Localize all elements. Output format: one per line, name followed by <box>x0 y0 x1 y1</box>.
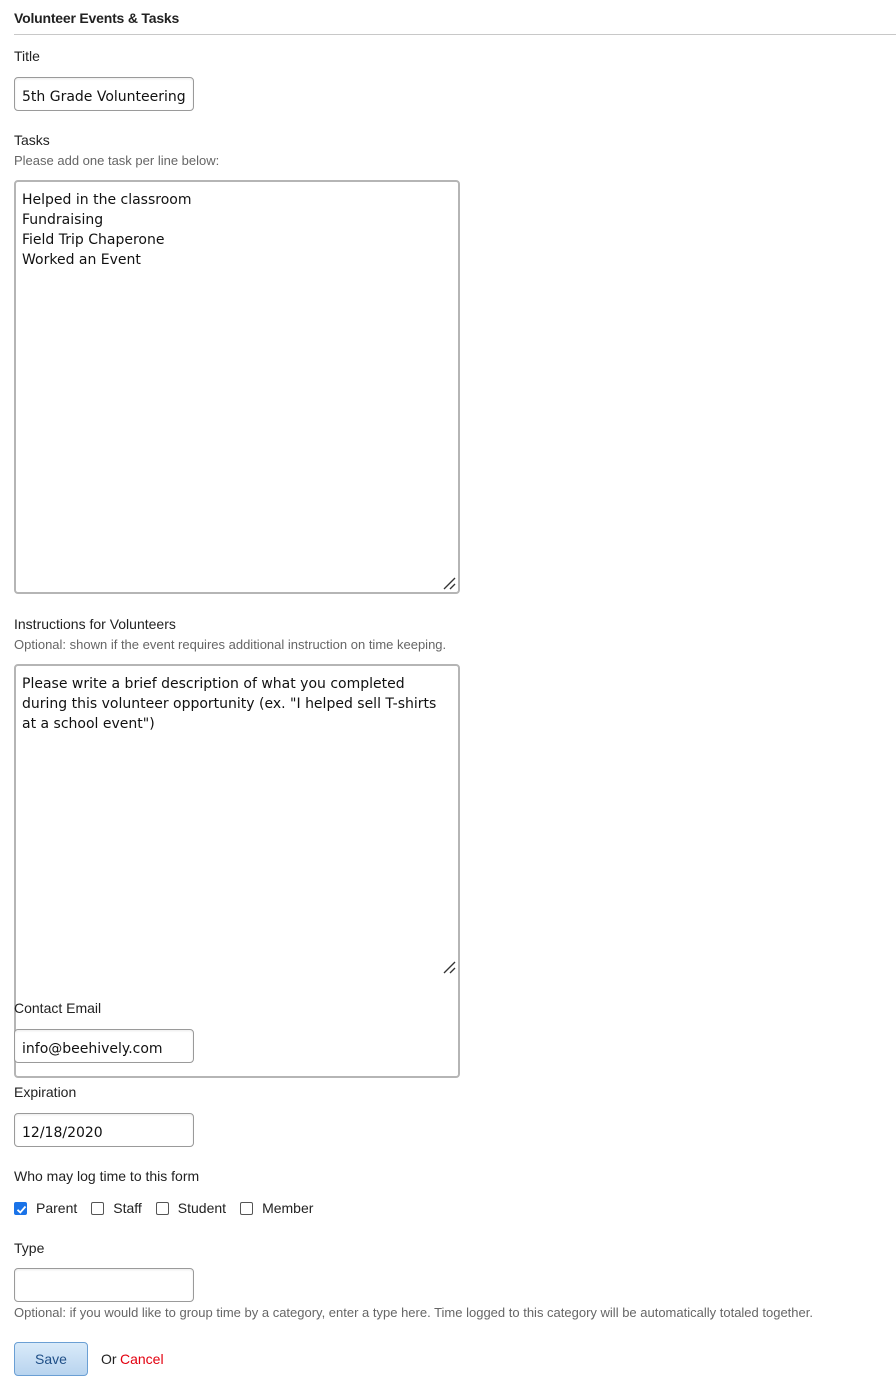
title-label: Title <box>14 48 40 64</box>
contact-email-input[interactable] <box>14 1029 194 1063</box>
who-may-log-checkboxes <box>14 1198 327 1218</box>
checkbox-label: Student <box>177 1200 227 1216</box>
type-input[interactable] <box>14 1268 194 1302</box>
tasks-hint: Please add one task per line below: <box>14 153 220 168</box>
checkbox-label: Member <box>262 1200 314 1216</box>
tasks-textarea[interactable] <box>14 180 460 594</box>
checkbox-checked-icon[interactable] <box>14 1202 27 1215</box>
checkbox-label: Parent <box>36 1200 78 1216</box>
expiration-label: Expiration <box>14 1084 77 1100</box>
resize-grip-icon[interactable] <box>442 576 456 590</box>
expiration-input[interactable] <box>14 1113 194 1147</box>
checkbox-unchecked-icon[interactable] <box>240 1202 253 1215</box>
contact-email-label: Contact Email <box>14 1000 102 1016</box>
save-button[interactable]: Save <box>14 1342 88 1376</box>
title-input[interactable] <box>14 77 194 111</box>
or-text: Or <box>101 1351 117 1367</box>
checkbox-unchecked-icon[interactable] <box>91 1202 104 1215</box>
who-may-log-label: Who may log time to this form <box>14 1168 200 1184</box>
cancel-link[interactable]: Cancel <box>120 1351 164 1367</box>
checkbox-parent[interactable] <box>14 1200 77 1216</box>
tasks-label: Tasks <box>14 132 50 148</box>
type-hint: Optional: if you would like to group time by a category, enter a type here. Time logged to this category will be automatically totaled together. <box>14 1305 813 1320</box>
checkbox-label: Staff <box>113 1200 142 1216</box>
instructions-hint: Optional: shown if the event requires additional instruction on time keeping. <box>14 637 447 652</box>
checkbox-unchecked-icon[interactable] <box>156 1202 169 1215</box>
checkbox-member[interactable] <box>240 1200 313 1216</box>
instructions-label: Instructions for Volunteers <box>14 616 176 632</box>
resize-grip-icon[interactable] <box>442 960 456 974</box>
page-title: Volunteer Events & Tasks <box>14 10 896 35</box>
checkbox-student[interactable] <box>156 1200 226 1216</box>
checkbox-staff[interactable] <box>91 1200 142 1216</box>
type-label: Type <box>14 1240 45 1256</box>
